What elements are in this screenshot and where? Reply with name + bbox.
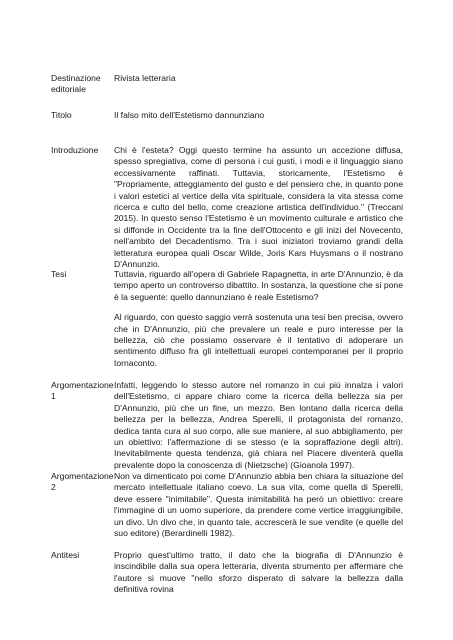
row-label: Titolo: [51, 110, 72, 120]
row-content: [114, 73, 403, 96]
row-label: Tesi: [51, 269, 67, 279]
row-label: Antitesi: [51, 550, 80, 560]
row-label: Argomentazione 2: [51, 471, 114, 493]
paragraph: Non va dimenticato poi come D'Annunzio abbia ben chiara la situazione del mercato intellettuale italiano coevo. La sua vita, come quella di Sperelli, deve essere "inimitabile". Questa inimitabilità ha però un obiettivo: creare l'immagine di un uomo superiore, da prendere come vertice irraggiungibile, un divo. Un divo che, in quanto tale, accrescerà le sue vendite (e quelle del suo editore) (Berardinelli 1982).: [114, 471, 403, 539]
row-argomentazione-1: [51, 380, 403, 471]
row-titolo: [51, 110, 403, 121]
row-content: [114, 110, 403, 121]
row-introduzione: [51, 145, 403, 270]
row-content: [114, 471, 403, 539]
row-tesi: [51, 269, 403, 369]
paragraph: Proprio quest'ultimo tratto, il dato che la biografia di D'Annunzio è inscindibile dalla sua opera letteraria, diventa strumento per affermare che l'autore si muove "nello sforzo disperato di salvare la bellezza dalla definitiva rovina: [114, 550, 403, 595]
paragraph: Tuttavia, riguardo all'opera di Gabriele Rapagnetta, in arte D'Annunzio, è da tempo aperto un controverso dibattito. In sostanza, la questione che si pone è la seguente: quello dannunziano è reale Estetismo?: [114, 269, 403, 302]
row-content: [114, 550, 403, 596]
row-label: Introduzione: [51, 145, 99, 155]
row-destinazione: [51, 73, 403, 96]
row-label: Argomentazione 1: [51, 380, 114, 402]
row-argomentazione-2: [51, 471, 403, 539]
paragraph: Chi è l'esteta? Oggi questo termine ha assunto un accezione diffusa, spesso spregiativa, come di persona i cui gusti, i modi e il linguaggio siano eccessivamente raffinati. Tuttavia, storicamente, l'Estetismo è "Propriamente, atteggiamento del gusto e del pensiero che, in quanto pone i valori estetici al vertice della vita spirituale, considera la vita stessa come ricerca e culto del bello, come creazione artistica dell'individuo." (Treccani 2015). In questo senso l'Estetismo è un movimento culturale e artistico che si diffonde in Occidente tra la fine dell'Ottocento e gli inizi del Novecento, nell'ambito del Decadentismo. Tra i suoi iniziatori troviamo grandi della letteratura europea quali Oscar Wilde, Joris Kars Huysmans o il nostrano D'Annunzio.: [114, 145, 403, 270]
row-content: [114, 380, 403, 471]
row-label: Destinazione editoriale: [51, 73, 101, 95]
paragraph: Rivista letteraria: [114, 73, 176, 83]
row-content: [114, 269, 403, 369]
paragraph: Infatti, leggendo lo stesso autore nel romanzo in cui più innalza i valori dell'Estetismo, ci appare chiaro come la ricerca della bellezza sia per D'Annunzio, più che un fine, un mezzo. Ben lontano dalla ricerca della bellezza per la bellezza, Andrea Sperelli, il protagonista del romanzo, dedica tanta cura al suo corpo, alle sue maniere, al suo abbigliamento, per un obiettivo: l'affermazione di se stesso (e la sopraffazione degli altri). Inevitabilmente questa tendenza, già chiara nel Piacere diventerà quella prevalente dopo la conoscenza di (Nietzsche) (Gioanola 1997).: [114, 380, 403, 470]
paragraph: Al riguardo, con questo saggio verrà sostenuta una tesi ben precisa, ovvero che in D'Annunzio, più che prevalere un reale e puro interesse per la bellezza, ciò che possiamo osservare è il tentativo di adoperare un sentimento diffuso fra gli intellettuali europei contemporanei per il proprio tornaconto.: [114, 312, 403, 368]
row-antitesi: [51, 550, 403, 596]
row-content: [114, 145, 403, 270]
paragraph: Il falso mito dell'Estetismo dannunziano: [114, 110, 265, 120]
